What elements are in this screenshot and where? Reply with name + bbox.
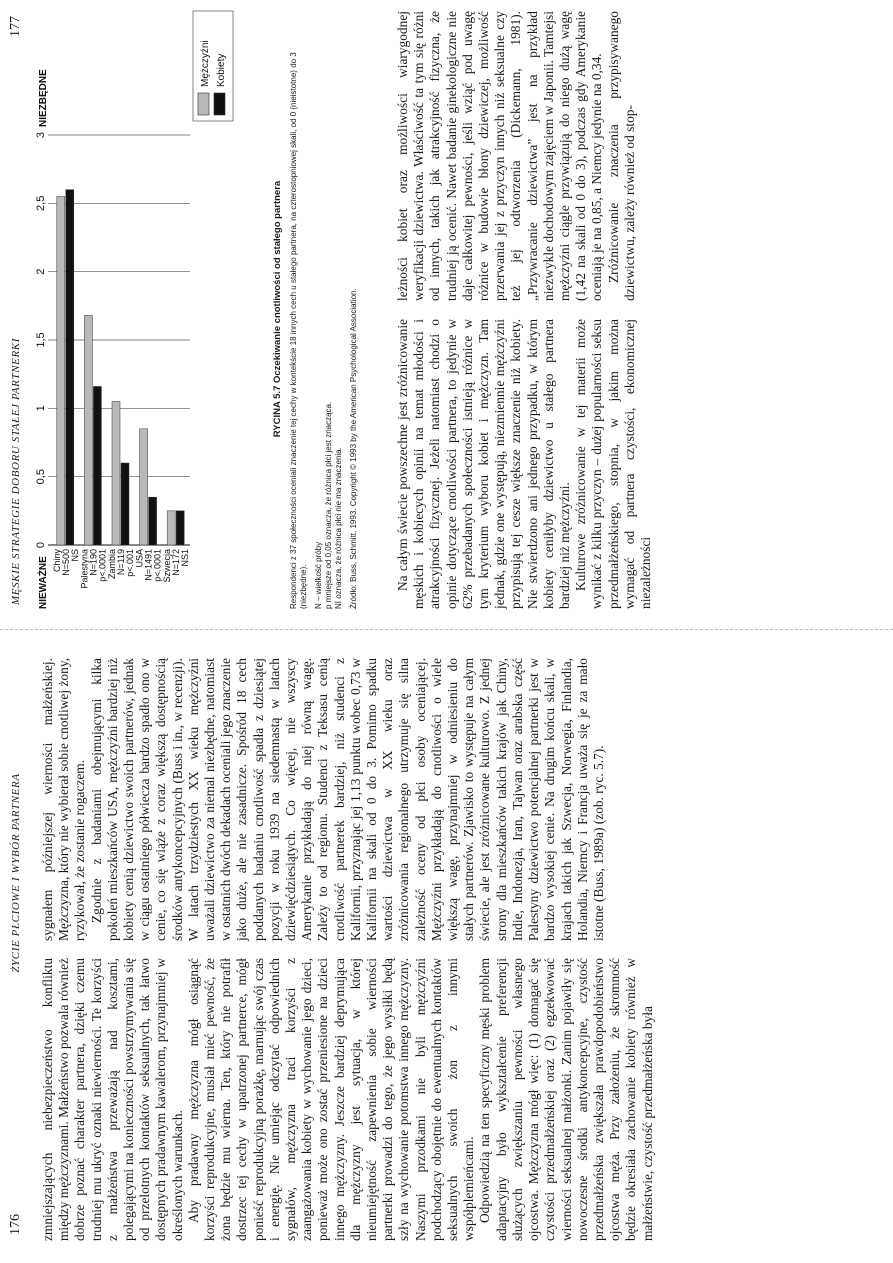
tick-label: 2,5 [35, 195, 47, 211]
sample-size-label: N=172 [171, 549, 182, 576]
significance-label: NS1 [180, 549, 191, 567]
sample-size-label: N=1491 [143, 549, 154, 581]
figure-caption: Respondenci z 37 społeczności oceniali znaczenie tej cechy w kontekście 18 innych cech u stałego partnera, na czterostopniowej skali, od 0 (nieistotne) do 3 (niezbędne). [289, 52, 308, 609]
left-page [0, 648, 893, 1263]
figure-title: RYCINA 5.7 Oczekiwanie cnotliwości od stałego partnera [272, 180, 283, 438]
category-label: Chiny [51, 549, 62, 573]
left-column-2 [40, 658, 607, 941]
significance-label: p<.0001 [152, 549, 163, 582]
page-gutter [0, 629, 893, 630]
significance-label: NS [69, 549, 80, 562]
legend-swatch [198, 93, 209, 115]
category-label: Palestyna [79, 549, 90, 589]
sample-size-label: N=190 [88, 549, 99, 576]
bar-women [176, 511, 184, 545]
running-header-left: ŻYCIE PŁCIOWE I WYBÓR PARTNERA [10, 773, 22, 973]
bar-women [121, 463, 129, 545]
right-column-2 [395, 11, 638, 301]
bar-women [149, 497, 157, 545]
sample-size-label: N=500 [60, 549, 71, 576]
bar-women [66, 190, 74, 545]
paragraph: zmniejszających niebezpieczeństwo konfliktu między mężczyznami. Małżeństwo pozwala również dobrze poznać charakter partnera, dzięki czemu trudniej mu ukryć oznaki niewierności. Te korzyści z małżeństwa przeważają nad kosztami, polegającymi na konieczności powstrzymywania się od przelotnych kontaktów seksualnych, tak łatwo dostępnych pradawnym kawalerom, przynajmniej w określonych warunkach. [40, 958, 185, 1241]
right-page [0, 0, 893, 615]
axis-label-top: NIEZBĘDNE [38, 69, 49, 127]
category-label: USA [134, 549, 145, 568]
paragraph: Zgodnie z badaniami obejmującymi kilka pokoleń mieszkańców USA, mężczyźni bardziej niż kobiety cenią dziewictwo swoich partnerów, jednak w ciągu ostatniego półwiecza bardzo spadło ono w cenie, co się wiąże z coraz większą dostępnością środków antykoncepcyjnych (Buss i in., w recenzji). W latach trzydziestych XX wieku mężczyźni uważali dziewictwo za niemal niezbędne, natomiast w ostatnich dwóch dekadach oceniali jego znaczenie jako duże, ale nie zasadnicze. Spośród 18 cech poddanych badaniu cnotliwość spadła z dziesiątej pozycji w roku 1939 na siedemnastą w latach dziewięćdziesiątych. Co więcej, nie wszyscy Amerykanie przykładają do niej równą wagę. Zależy to od regionu. Studenci z Teksasu cenią cnotliwość partnerek bardziej, niż studenci z Kalifornii, przyznając jej 1,13 punktu wobec 0,73 w Kalifornii na skali od 0 do 3. Pomimo spadku wartości dziewictwa w XX wieku oraz zróżnicowania regionalnego utrzymuje się silna zależność oceny od płci osoby oceniającej. Mężczyźni przykładają do cnotliwości o wiele większą wagę, przynajmniej w odniesieniu do stałych partnerów. Zjawisko to występuje na całym świecie, ale jest zróżnicowane kulturowo. Z jednej strony dla mieszkańców takich krajów jak Chiny, Indie, Indonezja, Iran, Tajwan oraz arabska część Palestyny dziewictwo potencjalnej partnerki jest w bardzo wysokiej cenie. Na drugim końcu skali, w krajach takich jak Szwecja, Norwegia, Finlandia, Holandia, Niemcy i Francja uważa się je za mało istotne (Buss, 1989a) (zob. ryc. 5.7). [88, 658, 606, 941]
figure-note: p mniejsze od 0,05 oznacza, że różnica płci jest znacząca. [324, 401, 333, 609]
chart-layer [35, 11, 233, 609]
bar-men [57, 197, 65, 546]
legend-swatch [214, 93, 225, 115]
bar-chart [30, 0, 270, 615]
paragraph: leżności kobiet oraz możliwości wiarygodnej weryfikacji dziewictwa. Właściwość ta tym się różni od innych, takich jak atrakcyjność fizyczna, że trudniej ją ocenić. Nawet badanie ginekologiczne nie daje całkowitej pewności, jeśli wziąć pod uwagę różnice w budowie błony dziewiczej, możliwość przerwania jej z przyczyn innych niż seksualne czy też jej odtworzenia (Dickemann, 1981). „Przywracanie dziewictwa” jest na przykład niezwykle dochodowym zajęciem w Japonii. Tamtejsi mężczyźni ciągle przywiązują do niego dużą wagę (1,42 na skali od 0 do 3), podczas gdy Amerykanie oceniają je na 0,85, a Niemcy jedynie na 0,34. [395, 11, 605, 301]
page-number-left: 176 [8, 1214, 23, 1235]
paragraph: Aby pradawny mężczyzna mógł osiągnąć korzyści reprodukcyjne, musiał mieć pewność, że żona będzie mu wierna. Ten, który nie potrafił dostrzec tej cechy w upatrzonej partnerce, mógł ponieść reprodukcyjną porażkę, marnując swój czas i energię. Nie umiejąc odczytać odpowiednich sygnałów, mężczyzna traci korzyści z zaangażowania kobiety w wychowanie jego dzieci, ponieważ może ono zostać przeniesione na dzieci innego mężczyzny. Jeszcze bardziej deprymująca dla mężczyzny jest sytuacja, w której nieumiejętność zapewnienia sobie wierności partnerki prowadzi do tego, że jego wysiłki będą szły na wychowanie potomstwa innego mężczyzny. Naszymi przodkami nie byli mężczyźni podchodzący obojętnie do ewentualnych kontaktów seksualnych swoich żon z innymi współplemieńcami. [185, 958, 477, 1241]
significance-label: p<.0001 [97, 549, 108, 582]
legend-label: Kobiety [216, 53, 227, 87]
tick-label: 0,5 [35, 469, 47, 485]
tick-label: 1,5 [35, 332, 47, 348]
paragraph: Zróżnicowanie znaczenia przypisywanego dziewictwu, zależy również od stop- [605, 11, 637, 301]
paragraph: Kulturowe zróżnicowanie w tej materii może wynikać z kilku przyczyn – dużej popularności seksu przedmałżeńskiego, stopnia, w jakim można wymagać od partnera czystości, ekonomicznej niezależności [573, 319, 654, 609]
legend-label: Mężczyźni [200, 40, 211, 87]
figure-note: NI oznacza, że różnica płci nie ma znaczenia. [334, 447, 343, 609]
figure-5-7 [30, 0, 275, 615]
bar-men [167, 511, 175, 545]
figure-note: N – wielkość próby [314, 541, 323, 609]
category-label: Zambia [107, 549, 117, 580]
bar-men [84, 315, 92, 545]
page-number-right: 177 [8, 16, 23, 37]
paragraph: sygnałem późniejszej wierności małżeńskiej. Mężczyzna, który nie wybierał sobie cnotliwej żony, ryzykował, że zostanie rogaczem. [40, 658, 88, 941]
tick-label: 1 [35, 405, 47, 412]
figure-source: Źródło: Buss, Schmitt, 1993. Copyright © 1993 by the American Psychological Association. [349, 288, 358, 609]
axis-label-bottom: NIEWAŻNE [38, 556, 49, 609]
significance-label: p<.001 [125, 549, 135, 577]
figure-caption-block [272, 9, 359, 609]
paragraph: Odpowiedzią na ten specyficzny męski problem adaptacyjny było wykształcenie preferencji służących zwiększaniu pewności własnego ojcostwa. Mężczyzna mógł więc: (1) domagać się czystości przedmałżeńskiej oraz (2) egzekwować wierności seksualnej małżonki. Zanim pojawiły się nowoczesne środki antykoncepcyjne, czystość przedmałżeńska zwiększała prawdopodobieństwo ojcostwa męża. Przy założeniu, że skromność będzie okresiała zachowanie kobiety również w małżeństwie, czystość przedmałżeńska była [477, 958, 655, 1241]
sample-size-label: N=119 [116, 549, 126, 576]
right-column-1 [395, 319, 654, 609]
bar-women [93, 386, 101, 545]
tick-label: 3 [35, 131, 47, 139]
tick-label: 2 [35, 268, 47, 275]
bar-men [112, 402, 120, 546]
running-header-right: MĘSKIE STRATEGIE DOBORU STAŁEJ PARTNERKI [10, 338, 22, 605]
bar-men [140, 429, 148, 545]
category-label: Szwecja [162, 549, 173, 583]
tick-label: 0 [35, 541, 47, 549]
left-column-1 [40, 958, 656, 1241]
paragraph: Na całym świecie powszechne jest zróżnicowanie męskich i kobiecych opinii na temat młodości i atrakcyjności fizycznej. Jeżeli natomiast chodzi o opinie dotyczące cnotliwości partnera, to jedynie w 62% przebadanych społeczności istnieją różnice w tym kryterium wyboru kobiet i mężczyzn. Tam jednak, gdzie one występują, niezmiennie mężczyźni przypisują tej cesze większe znaczenie niż kobiety. Nie stwierdzono ani jednego przypadku, w którym kobiety ceniłyby dziewictwo u stałego partnera bardziej niż mężczyźni. [395, 319, 573, 609]
